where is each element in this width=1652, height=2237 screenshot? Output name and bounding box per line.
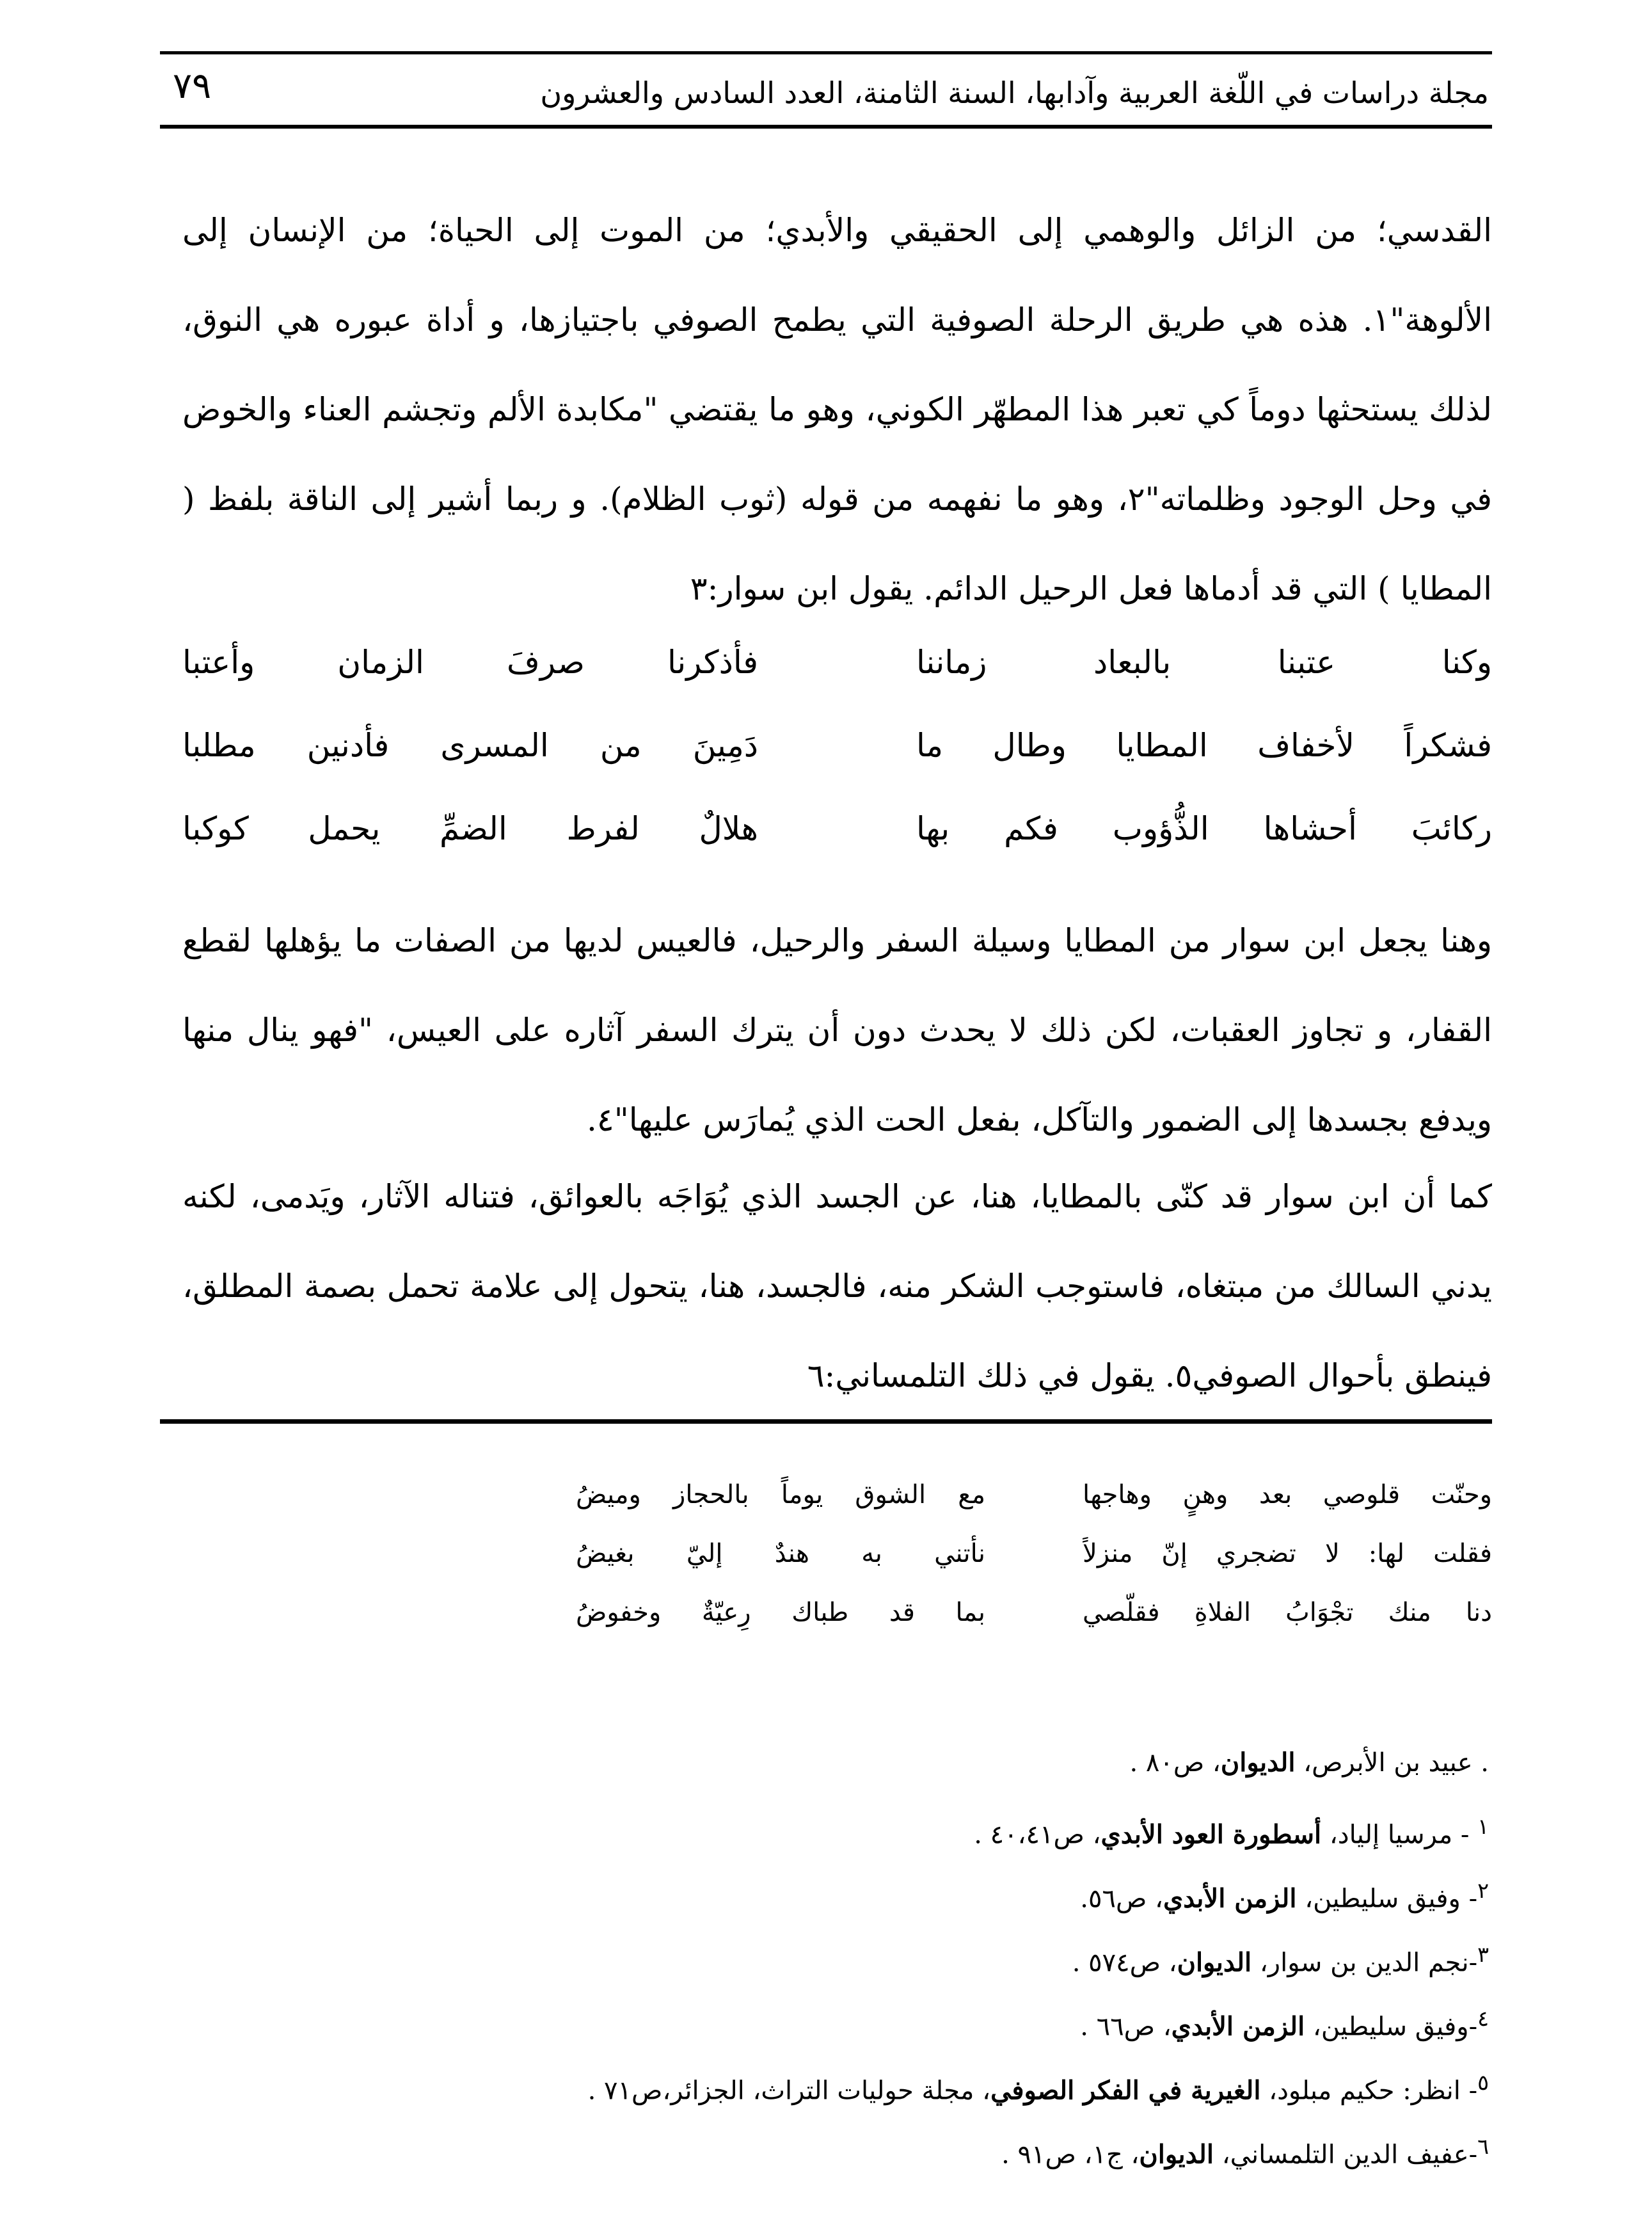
verse-first-hemistich: ركائبَ أحشاها الذُّؤوب فكم بها xyxy=(916,810,1492,847)
footnote-page: ، ج١، ص٩١ . xyxy=(1001,2140,1140,2170)
verse-second-hemistich: نأتني به هندٌ إليّ بغيضُ xyxy=(576,1539,985,1568)
footnote-marker: ٤ xyxy=(1477,2006,1489,2031)
footnote-marker: ٥ xyxy=(1477,2070,1489,2095)
footnote-text: -عفيف الدين التلمساني، xyxy=(1213,2140,1478,2170)
footnote-marker: ٢ xyxy=(1477,1878,1489,1903)
footnote-poem-verse xyxy=(576,1583,1492,1642)
verse-second-hemistich: هلالٌ لفرط الضمِّ يحمل كوكبا xyxy=(182,810,758,847)
body-paragraph-1: القدسي؛ من الزائل والوهمي إلى الحقيقي والأبدي؛ من الموت إلى الحياة؛ من الإنسان إلى الألوهة"١. هذه هي طريق الرحلة الصوفية التي يطمح الصوفي باجتيازها، و أداة عبوره هي النوق، لذلك يستحثها دوماً كي تعبر هذا المطهّر الكوني، وهو ما يقتضي "مكابدة الألم وتجشم العناء والخوض في وحل الوجود وظلماته"٢، وهو ما نفهمه من قوله (ثوب الظلام). و ربما أشير إلى الناقة بلفظ ( المطايا ) التي قد أدماها فعل الرحيل الدائم. يقول ابن سوار:٣ xyxy=(182,212,1492,607)
body-paragraph-3: كما أن ابن سوار قد كنّى بالمطايا، هنا، عن الجسد الذي يُوَاجَه بالعوائق، فتناله الآثار، ويَدمى، لكنه يدني السالك من مبتغاه، فاستوجب الشكر منه، فالجسد، هنا، يتحول إلى علامة تحمل بصمة المطلق، فينطق بأحوال الصوفي٥. يقول في ذلك التلمساني:٦ xyxy=(182,1178,1492,1394)
poem-verse xyxy=(182,704,1492,787)
verse-second-hemistich: مع الشوق يوماً بالحجاز وميضُ xyxy=(576,1480,985,1509)
footnote xyxy=(1129,1737,1489,1788)
verse-first-hemistich: فشكراً لأخفاف المطايا وطال ما xyxy=(916,727,1492,764)
footnote-page: ، مجلة حوليات التراث، الجزائر،ص٧١ . xyxy=(587,2076,991,2106)
page-number: ٧٩ xyxy=(173,65,212,107)
footnote-text: -نجم الدين بن سوار، xyxy=(1251,1948,1478,1978)
footnote-title: أسطورة العود الأبدي xyxy=(1100,1819,1322,1850)
footnote xyxy=(974,1801,1489,1860)
footnote-marker: ٦ xyxy=(1477,2134,1489,2159)
footnote xyxy=(1001,2121,1489,2180)
footnote-page: ، ص٨٠ . xyxy=(1129,1748,1221,1778)
verse-second-hemistich: فأذكرنا صرفَ الزمان وأعتبا xyxy=(182,644,758,681)
footnote xyxy=(1080,1993,1489,2052)
footnote-poem-verse xyxy=(576,1524,1492,1583)
footnote-page: ، ص٤٠،٤١ . xyxy=(974,1820,1101,1850)
verse-first-hemistich: وحنّت قلوصي بعد وهنٍ وهاجها xyxy=(1083,1480,1492,1509)
footnote-separator-rule xyxy=(160,1419,1492,1424)
footnote-title: الزمن الأبدي xyxy=(1163,1883,1297,1914)
footnote xyxy=(1080,1865,1489,1924)
footnote-text: -وفيق سليطين، xyxy=(1305,2012,1478,2042)
footnote xyxy=(588,2057,1489,2116)
body-paragraph-2: وهنا يجعل ابن سوار من المطايا وسيلة السفر والرحيل، فالعيس لديها من الصفات ما يؤهلها لقطع القفار، و تجاوز العقبات، لكن ذلك لا يحدث دون أن يترك السفر آثاره على العيس، "فهو ينال منها ويدفع بجسدها إلى الضمور والتآكل، بفعل الحت الذي يُمارَس عليها"٤. xyxy=(182,922,1493,1138)
footnote-text: - مرسيا إلياد، xyxy=(1321,1820,1478,1850)
running-header-title: مجلة دراسات في اللّغة العربية وآدابها، السنة الثامنة، العدد السادس والعشرون xyxy=(540,76,1489,110)
footnote-marker: ١ xyxy=(1477,1814,1489,1839)
footnote-poem-verse xyxy=(576,1465,1492,1524)
header-bottom-rule xyxy=(160,125,1492,129)
footnote-title: الزمن الأبدي xyxy=(1171,2011,1305,2042)
footnote-page: ، ص٦٦ . xyxy=(1080,2012,1171,2042)
footnote-title: الديوان xyxy=(1177,1947,1252,1978)
verse-first-hemistich: دنا منك تجْوَابُ الفلاةِ فقلّصي xyxy=(1083,1598,1492,1627)
footnote xyxy=(1072,1929,1489,1988)
poem-verse xyxy=(182,787,1492,870)
footnote-text: - وفيق سليطين، xyxy=(1296,1884,1478,1914)
verse-first-hemistich: فقلت لها: لا تضجري إنّ منزلاً xyxy=(1083,1539,1492,1568)
footnote-marker: ٣ xyxy=(1477,1942,1489,1967)
header-top-rule xyxy=(160,51,1492,54)
verse-second-hemistich: دَمِينَ من المسرى فأدنين مطلبا xyxy=(182,727,758,764)
poem-verse xyxy=(182,621,1492,704)
footnote-text: . عبيد بن الأبرص، xyxy=(1295,1748,1489,1778)
footnote-text: - انظر: حكيم مبلود، xyxy=(1260,2076,1478,2106)
footnote-page: ، ص٥٧٤ . xyxy=(1072,1948,1177,1978)
verse-second-hemistich: بما قد طباك رِعيّةٌ وخفوضُ xyxy=(576,1598,985,1627)
footnote-title: الديوان xyxy=(1220,1747,1296,1778)
footnote-title: الغيرية في الفكر الصوفي xyxy=(990,2075,1261,2106)
footnote-title: الديوان xyxy=(1139,2139,1214,2170)
footnote-page: ، ص٥٦. xyxy=(1080,1884,1163,1914)
verse-first-hemistich: وكنا عتبنا بالبعاد زماننا xyxy=(916,644,1492,681)
